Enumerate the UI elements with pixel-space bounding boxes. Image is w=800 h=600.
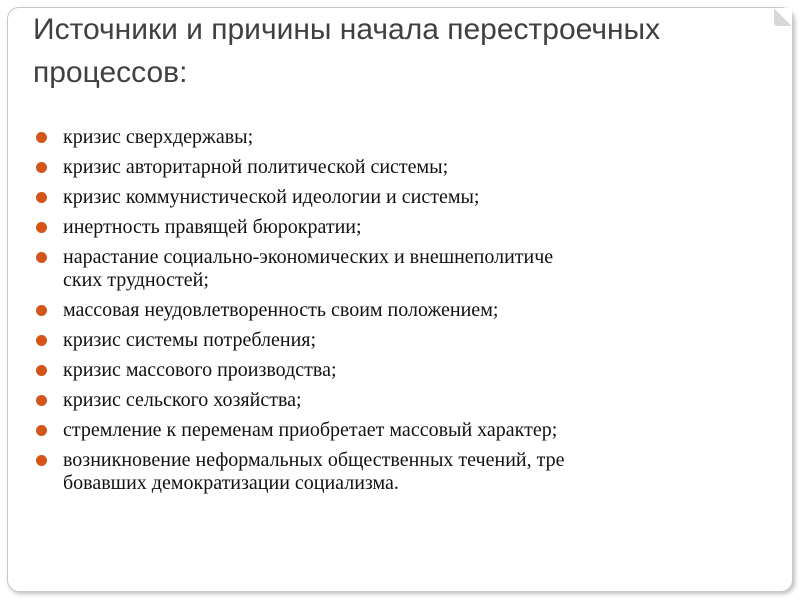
- bullet-dot-icon: [36, 222, 47, 233]
- list-item-text: кризис коммунистической идеологии и системы;: [63, 186, 480, 208]
- list-item: [36, 246, 776, 292]
- list-item-text: кризис авторитарной политической системы;: [63, 156, 449, 178]
- list-item: [36, 126, 776, 149]
- list-item-text: кризис сверхдержавы;: [63, 126, 254, 148]
- bullet-dot-icon: [36, 455, 47, 466]
- list-item-text: возникновение неформальных общественных течений, тре бовавших демократизации социализма.: [63, 449, 565, 494]
- bullet-list: [36, 126, 776, 502]
- bullet-dot-icon: [36, 162, 47, 173]
- list-item: [36, 299, 776, 322]
- bullet-dot-icon: [36, 425, 47, 436]
- list-item: [36, 186, 776, 209]
- bullet-dot-icon: [36, 252, 47, 263]
- bullet-dot-icon: [36, 395, 47, 406]
- list-item-text: стремление к переменам приобретает массовый характер;: [63, 419, 558, 441]
- list-item-text: кризис сельского хозяйства;: [63, 389, 302, 411]
- slide-title: Источники и причины начала перестроечных процессов:: [33, 13, 661, 89]
- bullet-dot-icon: [36, 335, 47, 346]
- list-item-text: массовая неудовлетворенность своим положением;: [63, 299, 499, 321]
- list-item: [36, 329, 776, 352]
- list-item-text: кризис системы потребления;: [63, 329, 317, 351]
- list-item-text: нарастание социально-экономических и внешнеполитиче ских трудностей;: [63, 246, 554, 291]
- list-item: [36, 419, 776, 442]
- list-item-text: кризис массового производства;: [63, 359, 337, 381]
- list-item: [36, 449, 776, 495]
- bullet-dot-icon: [36, 192, 47, 203]
- bullet-dot-icon: [36, 365, 47, 376]
- page-curl-corner: [774, 8, 792, 26]
- list-item: [36, 359, 776, 382]
- list-item: [36, 156, 776, 179]
- bullet-dot-icon: [36, 132, 47, 143]
- list-item-text: инертность правящей бюрократии;: [63, 216, 362, 238]
- bullet-dot-icon: [36, 305, 47, 316]
- list-item: [36, 389, 776, 412]
- list-item: [36, 216, 776, 239]
